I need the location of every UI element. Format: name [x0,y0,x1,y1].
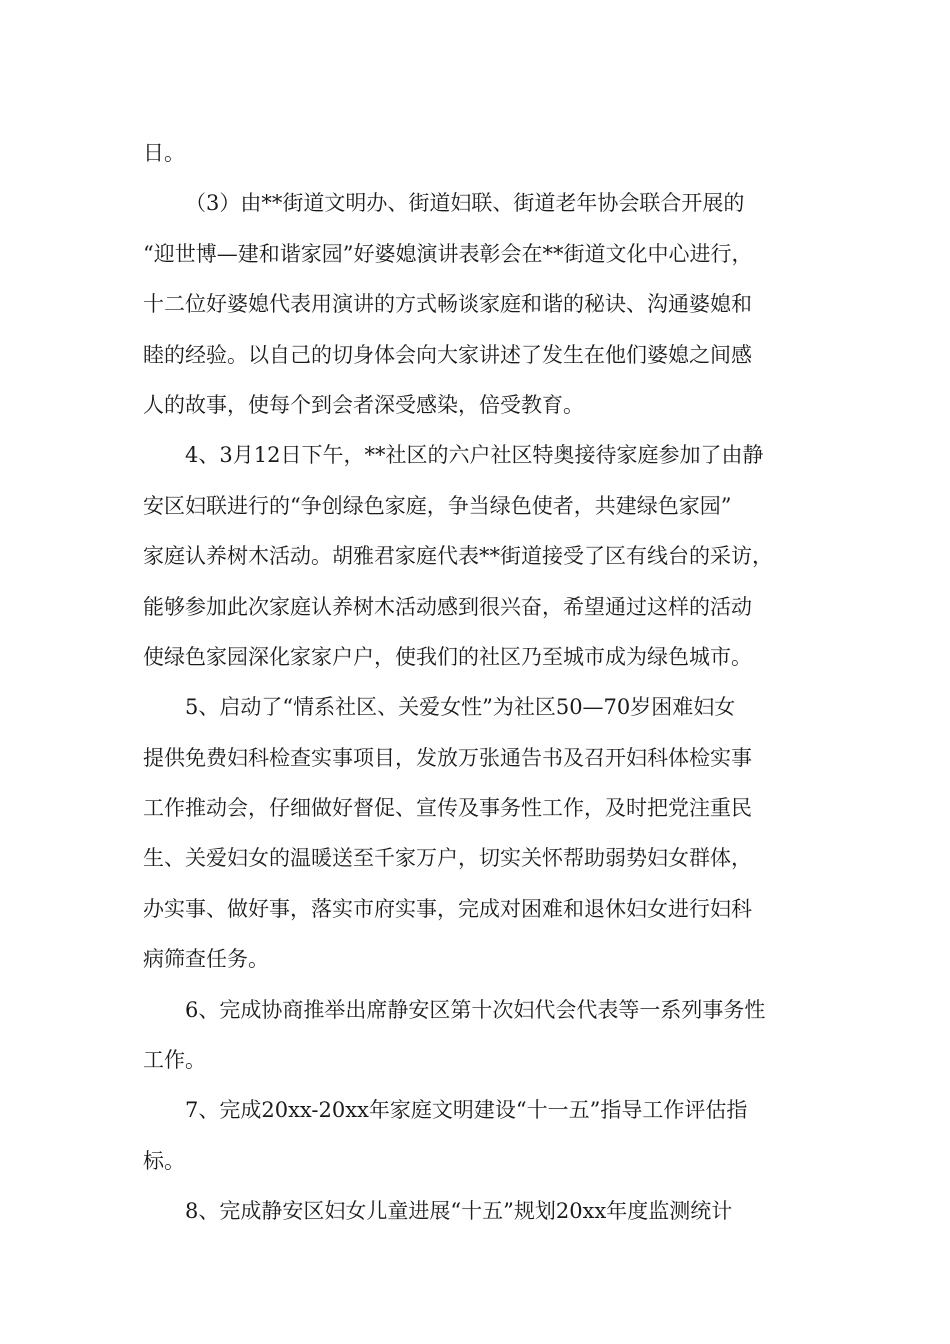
text-line: 4、3月12日下午，**社区的六户社区特奥接待家庭参加了由静 [185,443,764,468]
text-line: 病筛查任务。 [143,947,269,972]
text-line: “迎世博—建和谐家园”好婆媳演讲表彰会在**街道文化中心进行， [143,241,753,266]
text-line: 8、完成静安区妇女儿童进展“十五”规划20xx年度监测统计 [185,1199,733,1224]
text-line: 十二位好婆媳代表用演讲的方式畅谈家庭和谐的秘诀、沟通婆媳和 [143,292,752,317]
text-line: 安区妇联进行的“争创绿色家庭，争当绿色使者，共建绿色家园” [143,493,732,518]
document-body [143,128,808,1237]
text-line: 提供免费妇科检查实事项目，发放万张通告书及召开妇科体检实事 [143,745,752,770]
text-line: 生、关爱妇女的温暖送至千家万户，切实关怀帮助弱势妇女群体， [143,846,752,871]
text-line: 办实事、做好事，落实市府实事，完成对困难和退休妇女进行妇科 [143,896,752,921]
paragraph-item-8 [143,1186,808,1236]
text-line: 6、完成协商推举出席静安区第十次妇代会代表等一系列事务性 [185,997,766,1022]
text-line: 工作。 [143,1048,206,1073]
text-line: 使绿色家园深化家家户户，使我们的社区乃至城市成为绿色城市。 [143,644,752,669]
text-line: 标。 [143,1148,185,1173]
paragraph-item-4 [143,430,808,682]
text-line: 人的故事，使每个到会者深受感染，倍受教育。 [143,392,584,417]
text-line: 能够参加此次家庭认养树木活动感到很兴奋，希望通过这样的活动 [143,594,752,619]
text-line: 家庭认养树木活动。胡雅君家庭代表**街道接受了区有线台的采访， [143,544,773,569]
text-line: 5、启动了“情系社区、关爱女性”为社区50—70岁困难妇女 [185,695,736,720]
paragraph-continuation [143,128,808,178]
paragraph-item-5 [143,682,808,984]
paragraph-item-3 [143,178,808,430]
paragraph-item-7 [143,1085,808,1186]
text-line: 睦的经验。以自己的切身体会向大家讲述了发生在他们婆媳之间感 [143,342,752,367]
text-line: （3）由**街道文明办、街道妇联、街道老年协会联合开展的 [185,191,745,216]
text-line: 7、完成20xx-20xx年家庭文明建设“十一五”指导工作评估指 [185,1098,748,1123]
paragraph-item-6 [143,985,808,1086]
text-line: 工作推动会，仔细做好督促、宣传及事务性工作，及时把党注重民 [143,796,752,821]
text-line: 日。 [143,141,185,165]
